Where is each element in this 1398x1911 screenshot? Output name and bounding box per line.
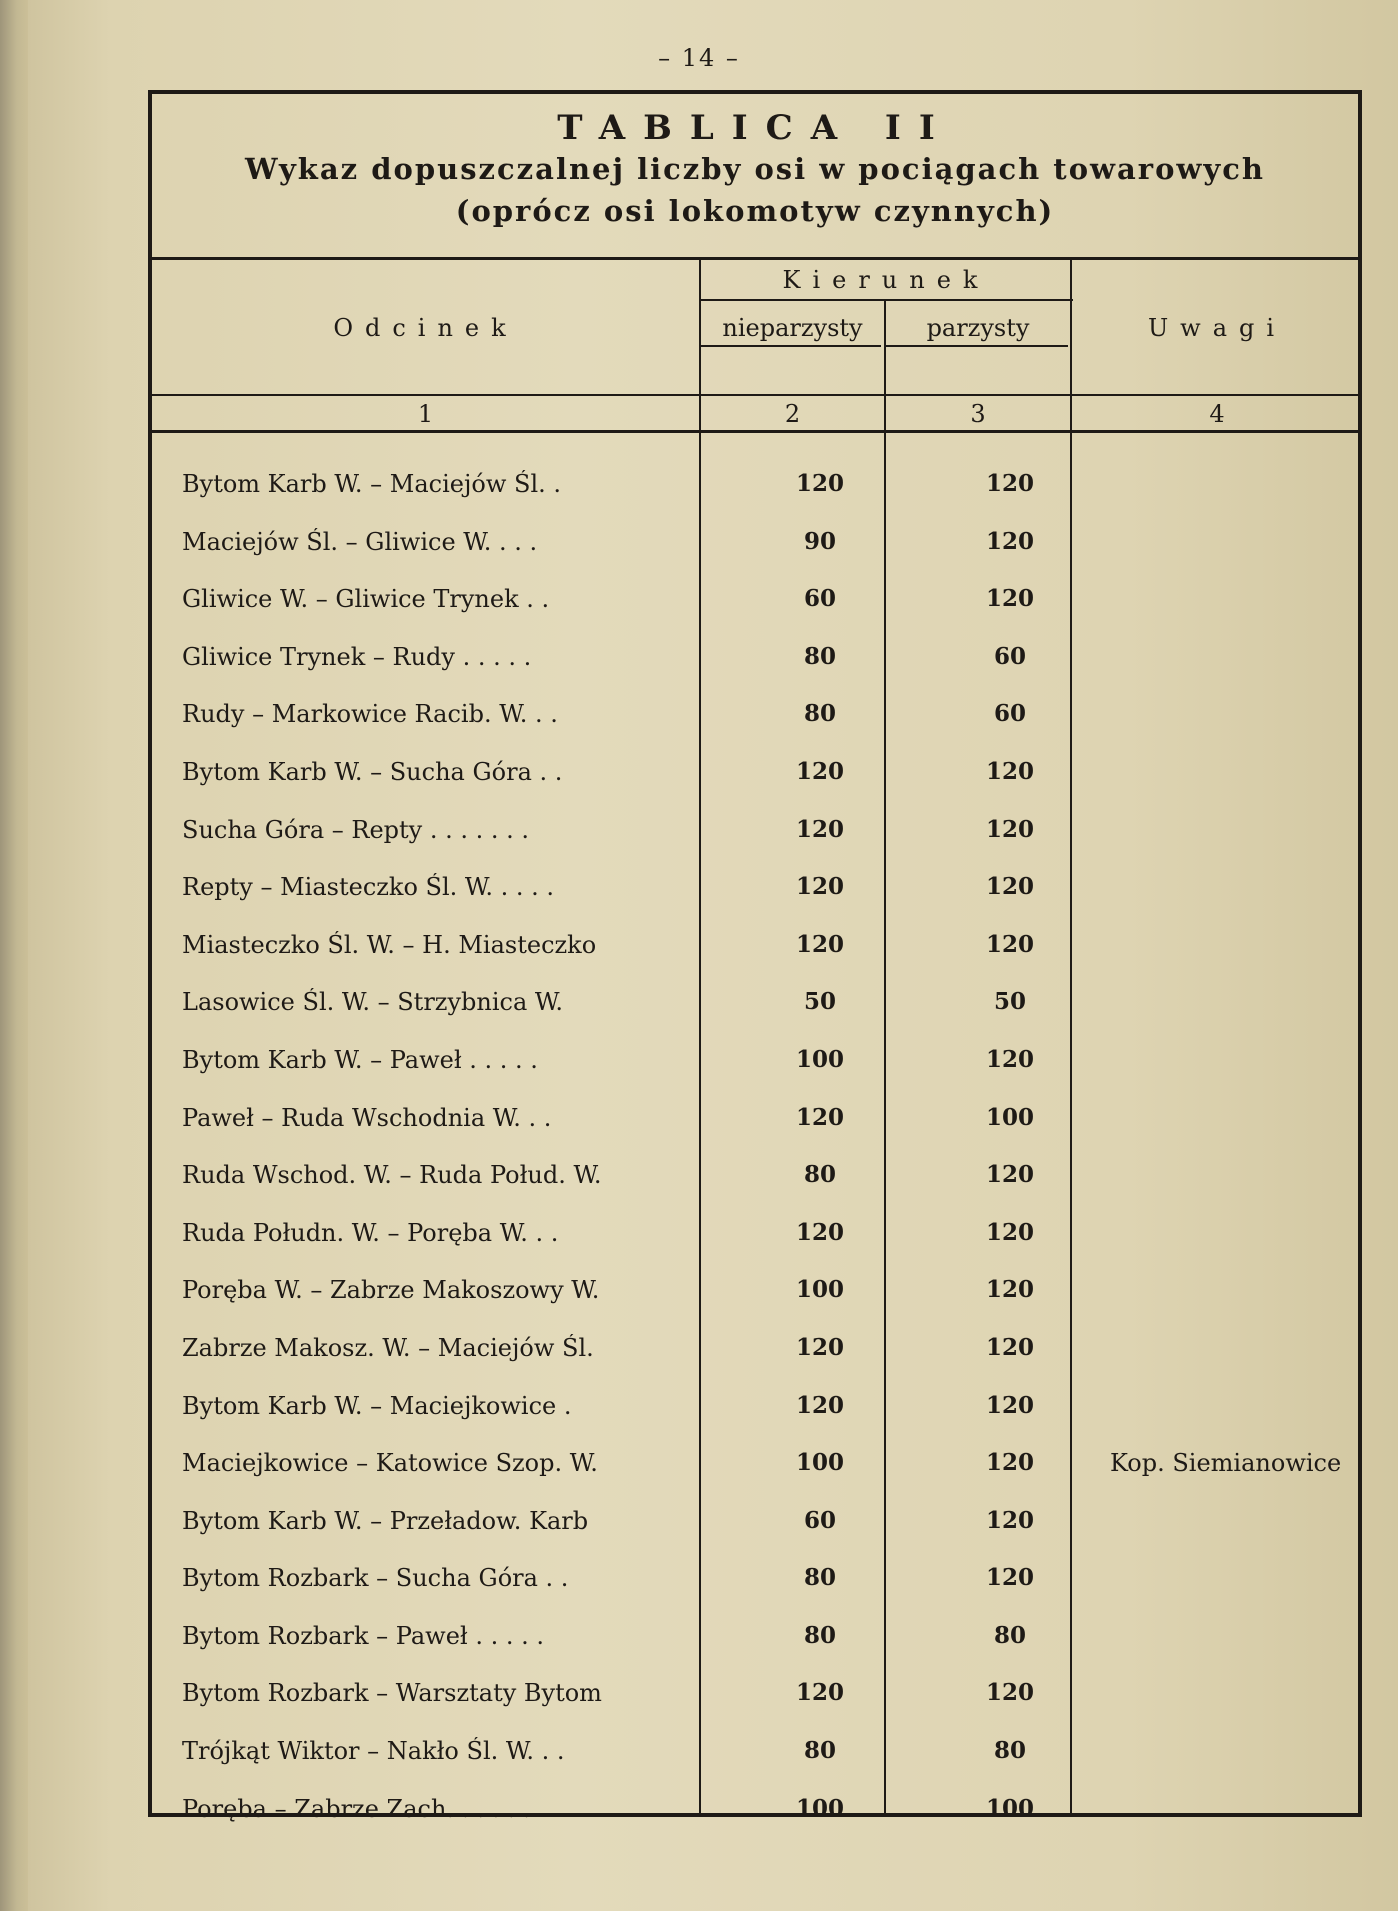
- row-segment: Bytom Karb W. – Przeładow. Karb: [182, 1506, 589, 1535]
- row-even-axles: 120: [985, 1276, 1034, 1304]
- row-segment: Ruda Wschod. W. – Ruda Połud. W.: [182, 1161, 602, 1190]
- row-segment: Bytom Karb W. – Sucha Góra . .: [182, 757, 563, 786]
- row-odd-axles: 120: [795, 873, 844, 901]
- row-segment: Maciejów Śl. – Gliwice W. . . .: [182, 527, 538, 556]
- table-row: [152, 456, 1358, 514]
- table-row: [152, 1781, 1358, 1839]
- row-even-axles: 80: [993, 1621, 1026, 1649]
- table-row: [152, 629, 1358, 687]
- table-row: [152, 802, 1358, 860]
- row-even-axles: 120: [985, 873, 1034, 901]
- row-even-axles: 100: [985, 1103, 1034, 1131]
- row-segment: Bytom Rozbark – Warsztaty Bytom: [182, 1679, 602, 1708]
- row-odd-axles: 80: [803, 1161, 836, 1189]
- row-even-axles: 120: [985, 1218, 1034, 1246]
- table-subtitle-line2: (oprócz osi lokomotyw czynnych): [455, 194, 1055, 228]
- row-segment: Poręba W. – Zabrze Makoszowy W.: [182, 1276, 600, 1305]
- table-row: [152, 1435, 1358, 1493]
- row-segment: Trójkąt Wiktor – Nakło Śl. W. . .: [182, 1737, 565, 1766]
- table-row: [152, 514, 1358, 572]
- row-even-axles: 120: [985, 1506, 1034, 1534]
- row-odd-axles: 80: [803, 1621, 836, 1649]
- table-row: [152, 1262, 1358, 1320]
- row-even-axles: 120: [985, 815, 1034, 843]
- row-segment: Bytom Karb W. – Paweł . . . . .: [182, 1045, 538, 1074]
- table-row: [152, 917, 1358, 975]
- binding-edge: [0, 0, 28, 1911]
- row-even-axles: 120: [985, 585, 1034, 613]
- row-segment: Ruda Połudn. W. – Poręba W. . .: [182, 1218, 559, 1247]
- table-row: [152, 1493, 1358, 1551]
- row-odd-axles: 120: [795, 1679, 844, 1707]
- page-number: – 14 –: [658, 44, 740, 72]
- table-subtitle-line1: Wykaz dopuszczalnej liczby osi w pociągach towarowych: [245, 152, 1265, 186]
- header-direction: Kierunek: [782, 266, 990, 294]
- row-odd-axles: 80: [803, 1737, 836, 1765]
- row-odd-axles: 80: [803, 700, 836, 728]
- row-even-axles: 60: [993, 642, 1026, 670]
- row-segment: Bytom Rozbark – Sucha Góra . .: [182, 1564, 569, 1593]
- row-segment: Lasowice Śl. W. – Strzybnica W.: [182, 988, 563, 1017]
- row-even-axles: 120: [985, 1161, 1034, 1189]
- even-rule: [886, 345, 1068, 347]
- direction-rule: [701, 299, 1073, 301]
- table-frame: [148, 90, 1362, 1823]
- row-segment: Rudy – Markowice Racib. W. . .: [182, 700, 558, 729]
- row-segment: Bytom Karb W. – Maciejów Śl. .: [182, 470, 562, 498]
- header-remarks: Uwagi: [1147, 314, 1287, 342]
- row-odd-axles: 120: [795, 815, 844, 843]
- row-even-axles: 50: [993, 988, 1026, 1016]
- table-row: [152, 744, 1358, 802]
- row-even-axles: 120: [985, 1679, 1034, 1707]
- row-segment: Bytom Rozbark – Paweł . . . . .: [182, 1621, 544, 1650]
- number-row-rule: [152, 394, 1358, 396]
- table-title: TABLICA II: [557, 108, 953, 148]
- header-top-rule: [152, 257, 1358, 259]
- row-segment: Maciejkowice – Katowice Szop. W.: [182, 1449, 598, 1478]
- row-odd-axles: 120: [795, 470, 844, 497]
- row-odd-axles: 120: [795, 1333, 844, 1361]
- table-row: [152, 1550, 1358, 1608]
- row-segment: Bytom Karb W. – Maciejkowice .: [182, 1391, 572, 1420]
- body-top-rule: [152, 430, 1358, 433]
- header-col-1: 1: [417, 400, 434, 428]
- row-even-axles: 120: [985, 1564, 1034, 1592]
- table-row: [152, 1723, 1358, 1781]
- row-segment: Gliwice Trynek – Rudy . . . . .: [182, 642, 532, 671]
- row-even-axles: 120: [985, 930, 1034, 958]
- table-row: [152, 1320, 1358, 1378]
- row-odd-axles: 100: [795, 1449, 844, 1477]
- row-odd-axles: 60: [803, 585, 836, 613]
- header-col-3: 3: [970, 400, 986, 428]
- row-odd-axles: 120: [795, 1103, 844, 1131]
- row-odd-axles: 100: [795, 1794, 844, 1822]
- row-even-axles: 100: [985, 1794, 1034, 1822]
- row-remark: Kop. Siemianowice: [1110, 1449, 1342, 1478]
- row-odd-axles: 120: [795, 1218, 844, 1246]
- row-segment: Sucha Góra – Repty . . . . . . .: [182, 815, 530, 844]
- row-odd-axles: 50: [803, 988, 836, 1016]
- row-even-axles: 120: [985, 1391, 1034, 1419]
- row-odd-axles: 80: [803, 642, 836, 670]
- table-row: [152, 1032, 1358, 1090]
- row-segment: Poręba – Zabrze Zach. . . . . .: [182, 1794, 531, 1823]
- header-odd: nieparzysty: [722, 314, 863, 342]
- row-odd-axles: 90: [803, 527, 836, 555]
- header-even: parzysty: [926, 314, 1030, 342]
- table-row: [152, 859, 1358, 917]
- row-segment: Miasteczko Śl. W. – H. Miasteczko: [182, 930, 597, 959]
- header-col-2: 2: [784, 400, 801, 428]
- table-row: [152, 1665, 1358, 1723]
- table-row: [152, 686, 1358, 744]
- row-odd-axles: 100: [795, 1045, 844, 1073]
- table-row: [152, 1378, 1358, 1436]
- table-row: [152, 1608, 1358, 1666]
- row-odd-axles: 100: [795, 1276, 844, 1304]
- row-odd-axles: 80: [803, 1564, 836, 1592]
- row-even-axles: 80: [993, 1737, 1026, 1765]
- header-segment: Odcinek: [333, 314, 518, 342]
- table-body: [152, 456, 1358, 1838]
- row-even-axles: 120: [985, 1333, 1034, 1361]
- row-odd-axles: 120: [795, 930, 844, 958]
- table-row: [152, 1147, 1358, 1205]
- odd-rule: [701, 345, 881, 347]
- row-segment: Gliwice W. – Gliwice Trynek . .: [182, 585, 550, 614]
- row-even-axles: 120: [985, 527, 1034, 555]
- row-odd-axles: 120: [795, 757, 844, 785]
- row-segment: Paweł – Ruda Wschodnia W. . .: [182, 1103, 552, 1132]
- table-row: [152, 974, 1358, 1032]
- header-col-4: 4: [1209, 400, 1225, 428]
- table-row: [152, 1205, 1358, 1263]
- row-even-axles: 120: [985, 470, 1034, 497]
- row-even-axles: 120: [985, 1045, 1034, 1073]
- table-title-block: [152, 94, 1358, 260]
- row-segment: Zabrze Makosz. W. – Maciejów Śl.: [182, 1333, 594, 1362]
- row-even-axles: 120: [985, 757, 1034, 785]
- table-row: [152, 1090, 1358, 1148]
- row-odd-axles: 120: [795, 1391, 844, 1419]
- row-segment: Repty – Miasteczko Śl. W. . . . .: [182, 873, 555, 902]
- row-odd-axles: 60: [803, 1506, 836, 1534]
- table-row: [152, 571, 1358, 629]
- row-even-axles: 60: [993, 700, 1026, 728]
- row-even-axles: 120: [985, 1449, 1034, 1477]
